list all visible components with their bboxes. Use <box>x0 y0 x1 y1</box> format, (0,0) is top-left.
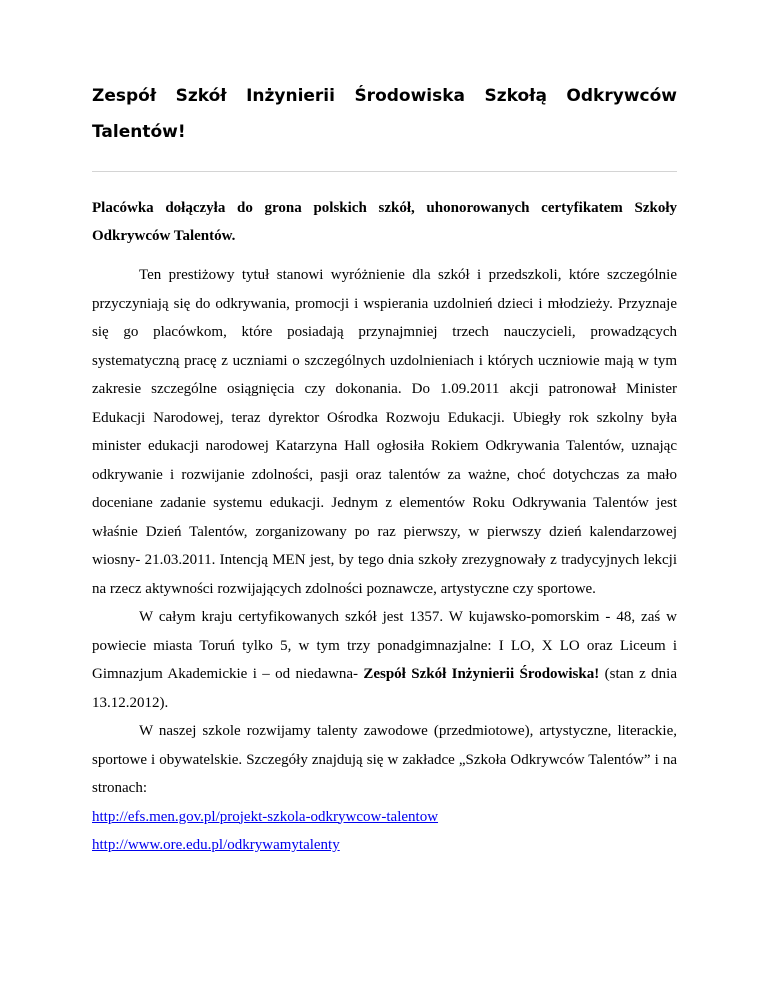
body-paragraph-1: Ten prestiżowy tytuł stanowi wyróżnienie dla szkół i przedszkoli, które szczególnie przyczyniają się do odkrywania, promocji i wspierania uzdolnień dzieci i młodzieży. Przyznaje się go placówkom, które posiadają przynajmniej trzech nauczycieli, prowadzących systematyczną pracę z uczniami o szczególnych uzdolnieniach i których uczniowie mają w tym zakresie szczególne osiągnięcia czy dokonania. Do 1.09.2011 akcji patronował Minister Edukacji Narodowej, teraz dyrektor Ośrodka Rozwoju Edukacji. Ubiegły rok szkolny była minister edukacji narodowej Katarzyna Hall ogłosiła Rokiem Odkrywania Talentów, uznając odkrywanie i rozwijanie zdolności, pasji oraz talentów za ważne, choć dotychczas za mało doceniane zadanie systemu edukacji. Jednym z elementów Roku Odkrywania Talentów jest właśnie Dzień Talentów, zorganizowany po raz pierwszy, w pierwszy dzień kalendarzowej wiosny- 21.03.2011. Intencją MEN jest, by tego dnia szkoły zrezygnowały z tradycyjnych lekcji na rzecz aktywności rozwijających zdolności poznawcze, artystyczne czy sportowe. <box>92 267 677 597</box>
paragraph-2-text-start: W całym kraju certyfikowanych szkół jest 1357. W kujawsko-pomorskim - 48, zaś w powiecie miasta Toruń tylko 5, w tym trzy ponadgimnazjalne: I LO, X LO oraz Liceum i Gimnazjum Akademickie i – od niedawna- <box>92 609 677 682</box>
link-ore-edu[interactable]: http://www.ore.edu.pl/odkrywamytalenty <box>92 837 340 853</box>
body-paragraph-3: W naszej szkole rozwijamy talenty zawodowe (przedmiotowe), artystyczne, literackie, sportowe i obywatelskie. Szczegóły znajdują się w zakładce „Szkoła Odkrywców Talentów” i na stronach: <box>92 723 677 796</box>
body-paragraph-2 <box>92 603 677 717</box>
links-list <box>92 803 677 860</box>
paragraph-2-text-end: (stan z dnia 13.12.2012). <box>92 666 677 711</box>
document-page <box>92 78 677 860</box>
lead-paragraph: Placówka dołączyła do grona polskich szkół, uhonorowanych certyfikatem Szkoły Odkrywców Talentów. <box>92 200 677 244</box>
link-efs-men[interactable]: http://efs.men.gov.pl/projekt-szkola-odkrywcow-talentow <box>92 808 439 825</box>
horizontal-divider <box>92 171 677 172</box>
school-name-bold: Zespół Szkół Inżynierii Środowiska! <box>363 666 600 682</box>
document-title: Zespół Szkół Inżynierii Środowiska Szkołą Odkrywców Talentów! <box>92 86 677 142</box>
